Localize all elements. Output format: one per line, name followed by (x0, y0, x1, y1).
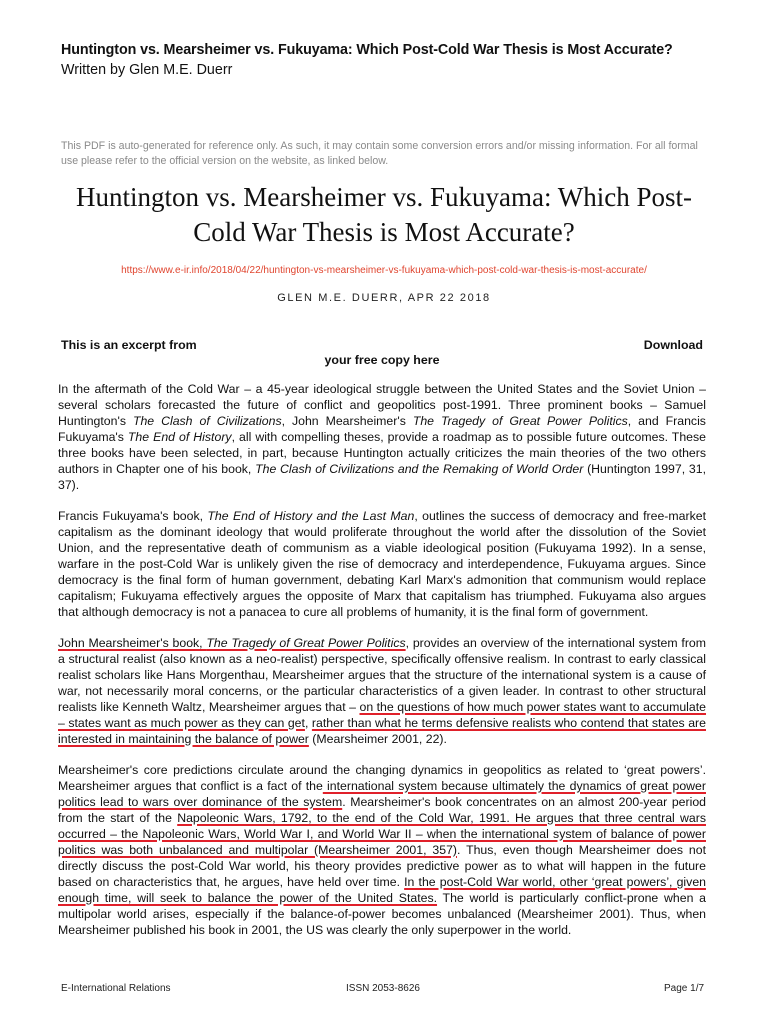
header-title: Huntington vs. Mearsheimer vs. Fukuyama: Which Post-Cold War Thesis is Most Accurate? (61, 42, 673, 58)
free-copy-link[interactable]: your free copy here (324, 353, 440, 367)
highlighted-text: on the questions of how much power states want to accumulate – states want as much power as they can get (58, 700, 707, 730)
highlighted-text: In the post-Cold War world, other ‘great powers’, given enough time, will seek to balance the power of the United States. (58, 875, 706, 905)
book-title: The End of History and the Last Man (207, 509, 415, 523)
paragraph-4 (58, 762, 706, 938)
text-run: . Mearsheimer's book concentrates on an almost 200-year period from the start of the (58, 795, 706, 825)
text-run: , outlines the success of democracy and free-market capitalism as the dominant ideology that would proliferate throughout the world after the dissolution of the Soviet Union, and the representative death of communism as a viable ideological position (Fukuyama 1992). In a sense, warfare in the post-Cold War is unlikely given the rise of democracy and interdependence, Fukuyama argues. Since democracy is the final form of human government, debating Karl Marx's admonition that communism would replace capitalism; Fukuyama effectively argues the opposite of Marx that capitalism has triumphed. Fukuyama also argues that although democracy is not a panacea to cure all problems of humanity, it is the final form of government. (58, 509, 706, 619)
book-title: The Clash of Civilizations and the Remaking of World Order (255, 462, 584, 476)
download-link[interactable]: Download (643, 338, 703, 352)
excerpt-label: This is an excerpt from (61, 338, 197, 352)
disclaimer-text: This PDF is auto-generated for reference only. As such, it may contain some conversion errors and/or missing information. For all formal use please refer to the official version on the website, as linked below. (61, 140, 698, 167)
article-body (58, 381, 706, 953)
book-title: The Clash of Civilizations (132, 414, 282, 428)
paragraph-2 (58, 508, 706, 620)
text-run: . Thus, even though Mearsheimer does not directly discuss the post-Cold War world, his theory provides predictive power as to what will happen in the future based on characteristics that, he argues, have held over time. (58, 843, 706, 889)
text-run: (Huntington 1997, 31, 37). (58, 462, 706, 492)
book-title: The Tragedy of Great Power Politics (412, 414, 628, 428)
article-title-line-1: Huntington vs. Mearsheimer vs. Fukuyama: Which Post- (76, 182, 692, 212)
text-run: , John Mearsheimer's (281, 414, 413, 428)
highlighted-text: Napoleonic Wars, 1792, to the end of the Cold War, 1991. He argues that three central wars occurred – the Napoleonic Wars, World War I, and World War II – when the international system of balance of power politics was both unbalanced and multipolar (Mearsheimer 2001, 357) (58, 811, 706, 857)
page-header (61, 42, 761, 78)
footer-issn: ISSN 2053-8626 (346, 983, 420, 994)
footer-page-number: Page 1/7 (664, 983, 705, 994)
text-run: , provides an overview of the international system from a structural realist (also known as a neo-realist) perspective, specifically offensive realism. In contrast to early classical realist scholars like Hans Morgenthau, Mearsheimer argues that the structure of the international system is a cause of war, not necessarily moral concerns, or the particular characteristics of a given leader. In contrast to other structural realists like Kenneth Waltz, Mearsheimer argues that – (58, 636, 707, 714)
text-run: The world is particularly conflict-prone when a multipolar world arises, especially if the balance-of-power becomes unbalanced (Mearsheimer 2001). Thus, when Mearsheimer published his book in 2001, the US was clearly the only superpower in the world. (58, 891, 706, 937)
text-run: , all with compelling theses, provide a roadmap as to possible future outcomes. These three books have been selected, in part, because Huntington actually criticizes the main theories of the two others authors in Chapter one of his book, (58, 430, 706, 476)
paragraph-1 (58, 381, 706, 493)
text-run: Mearsheimer's core predictions circulate around the changing dynamics in geopolitics as related to ‘great powers’. Mearsheimer argues that conflict is a fact of the (58, 763, 706, 793)
article-title-line-2: Cold War Thesis is Most Accurate? (193, 217, 575, 247)
article-title (40, 180, 728, 250)
highlighted-text: international system because ultimately the dynamics of great power politics lead to wars over dominance of the system (58, 779, 706, 809)
text-run: (Mearsheimer 2001, 22). (308, 732, 447, 746)
text-run: In the aftermath of the Cold War – a 45-year ideological struggle between the United States and the Soviet Union – several scholars forecasted the future of conflict and geopolitics post-1991. Three prominent books – Samuel Huntington's (58, 382, 706, 428)
source-url-link[interactable]: https://www.e-ir.info/2018/04/22/huntington-vs-mearsheimer-vs-fukuyama-which-post-cold-war-thesis-is-most-accurate/ (121, 265, 647, 276)
header-author: Written by Glen M.E. Duerr (61, 62, 233, 78)
paragraph-3 (58, 635, 706, 747)
highlighted-text: rather than what he terms defensive realists who contend that states are interested in maintaining the balance of power (58, 716, 706, 746)
highlighted-text: John Mearsheimer's book, (58, 636, 207, 650)
footer-publisher: E-International Relations (61, 983, 171, 994)
byline: GLEN M.E. DUERR, APR 22 2018 (277, 292, 491, 304)
text-run: Francis Fukuyama's book, (58, 509, 208, 523)
book-title: The Tragedy of Great Power Politics (206, 636, 406, 650)
book-title: The End of History (127, 430, 232, 444)
text-run: , (304, 716, 312, 730)
text-run: , and Francis Fukuyama's (58, 414, 706, 444)
